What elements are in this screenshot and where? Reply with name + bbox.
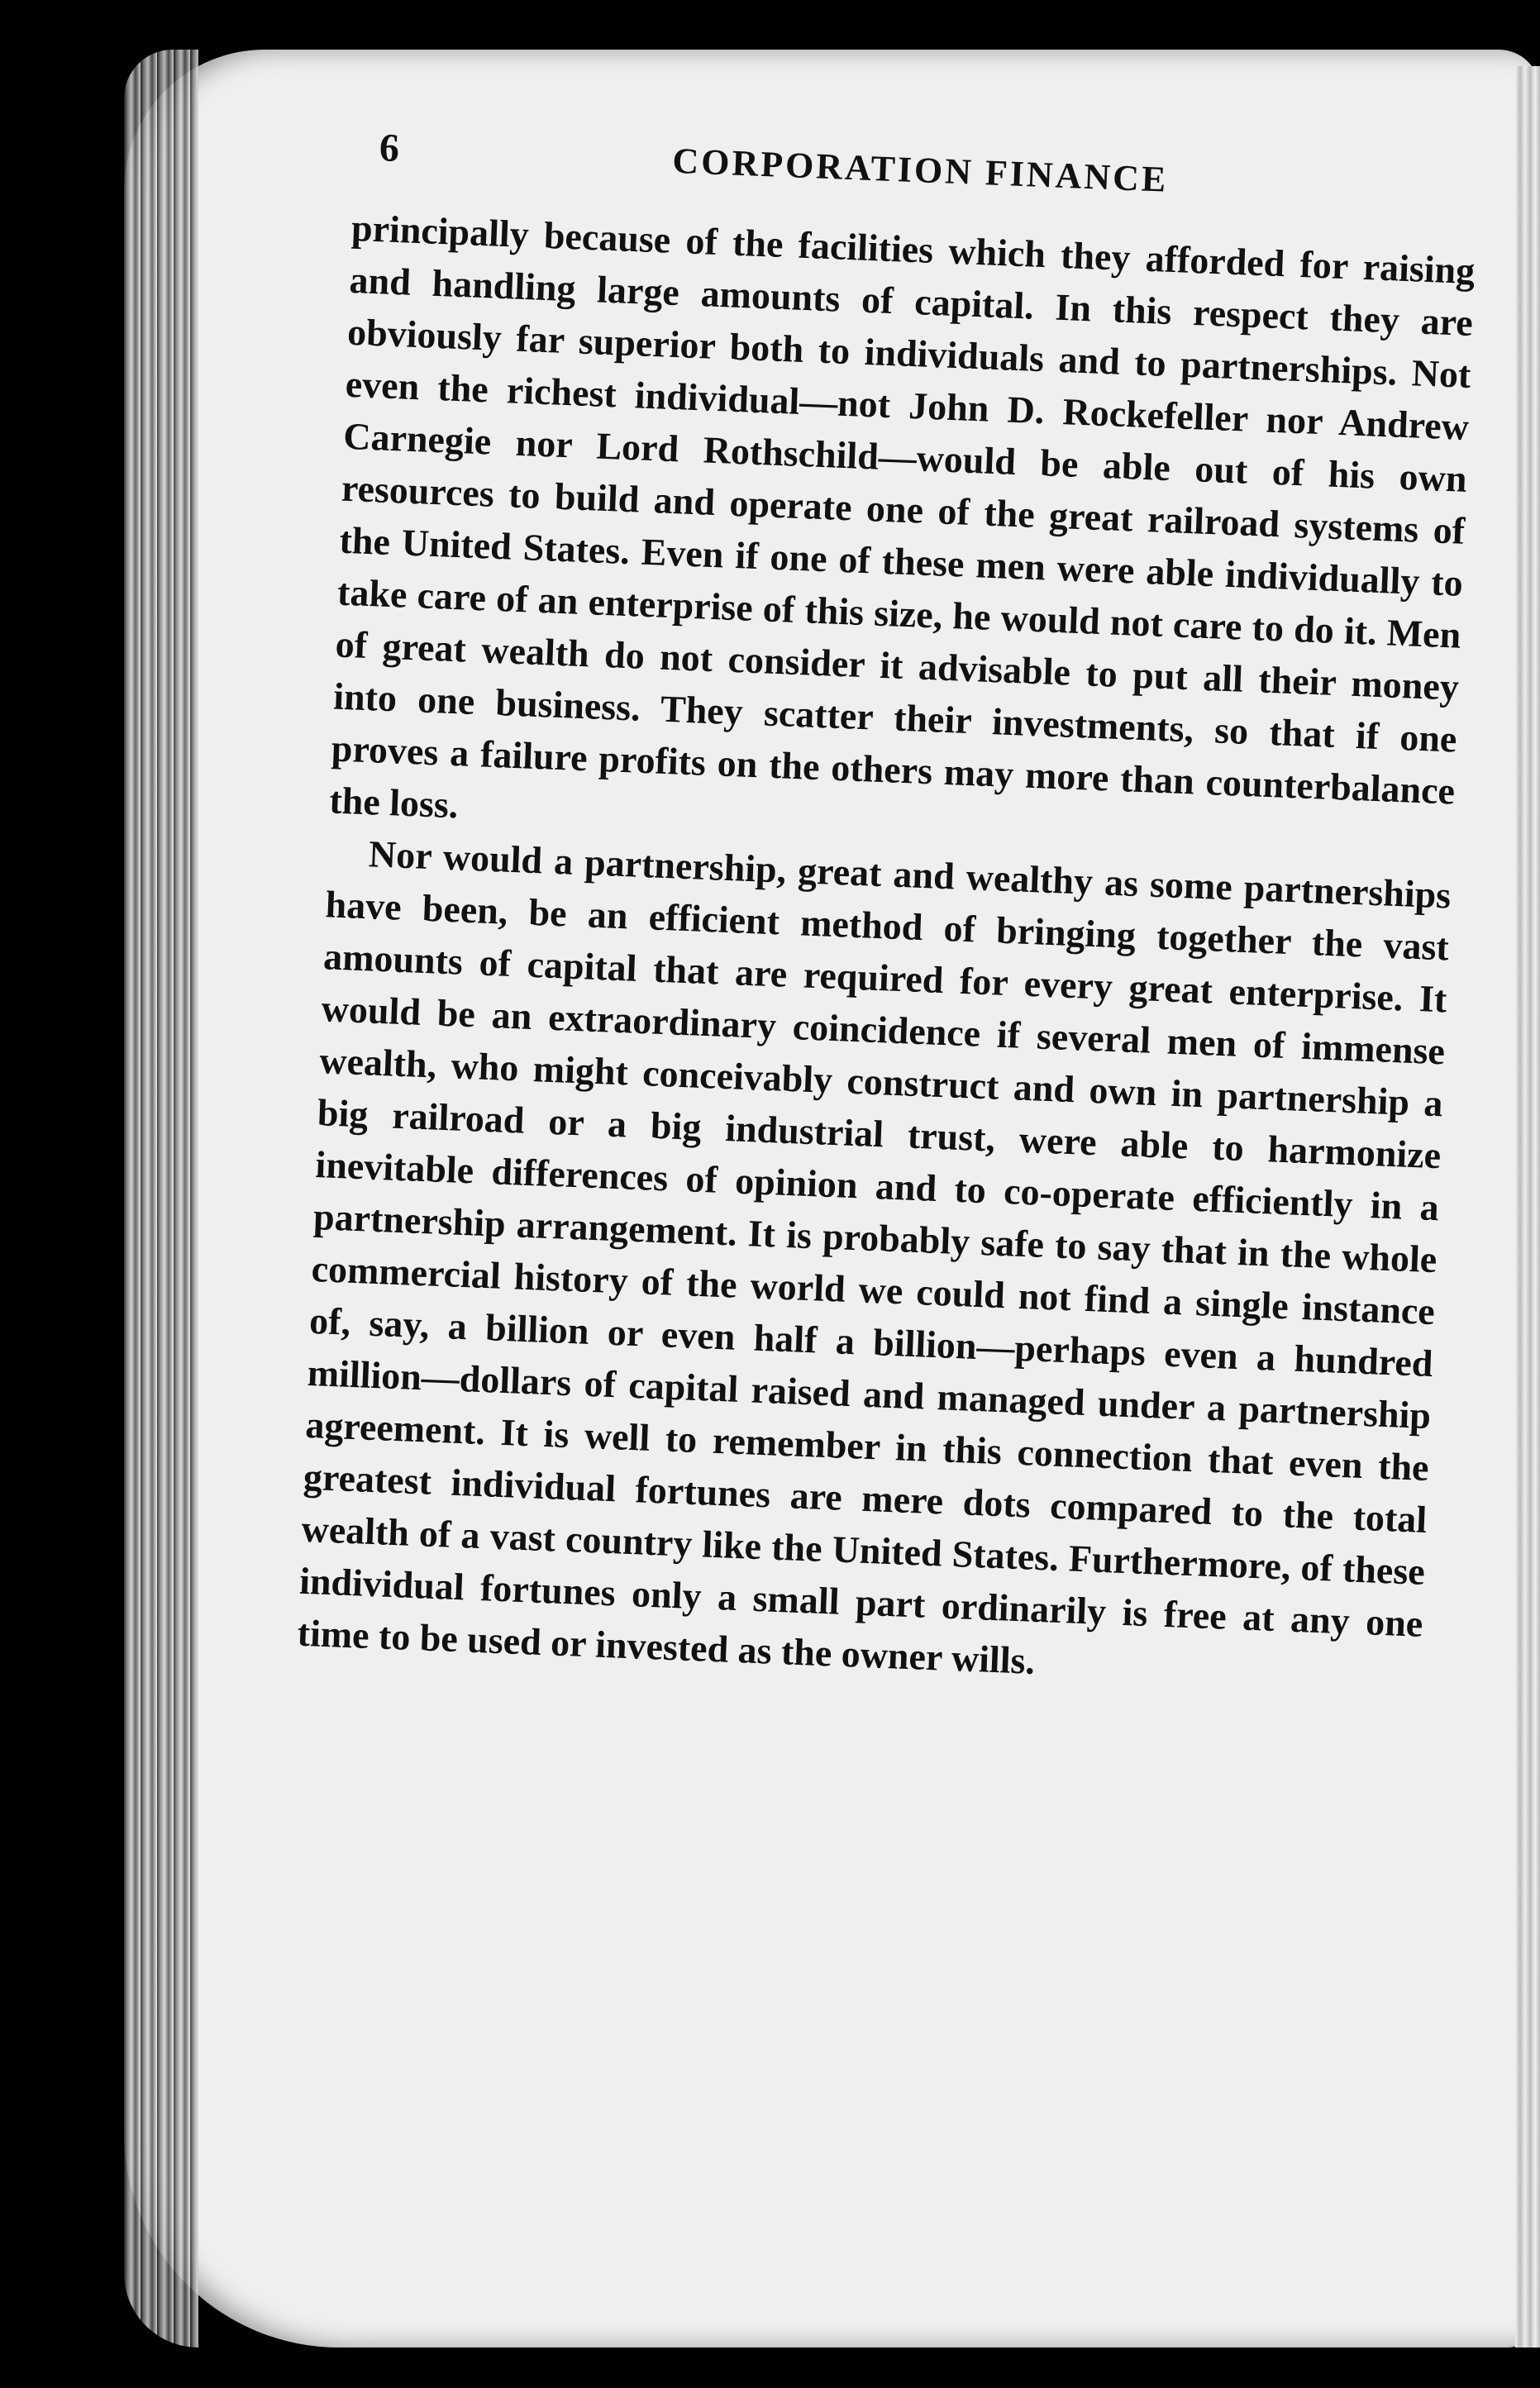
page-number: 6 <box>378 126 400 171</box>
running-title: CORPORATION FINANCE <box>671 140 1170 200</box>
paragraph-1: principally because of the facilities which they afforded for raising and handling large amounts of capital. In this respect they are obviously far superior both to individuals and to partnerships. Not even the richest individual—not John D. Rockefeller nor Andrew Carnegie nor Lord Rothschild—would be able out of his own resources to build and operate one of the great railroad systems of the United States. Even if one of these men were able individually to take care of an enterprise of this size, he would not care to do it. Men of great wealth do not consider it advisable to put all their money into one business. They scatter their investments, so that if one proves a failure profits on the others may more than counterbalance the loss. <box>328 206 1476 827</box>
page-edge <box>1515 66 1540 2347</box>
body-text <box>297 202 1476 1702</box>
page-content <box>297 124 1479 1702</box>
book-spine-edge <box>124 50 198 2347</box>
paragraph-2: Nor would a partnership, great and wealthy as some partnerships have been, be an efficient method of bringing together the vast amounts of capital that are required for every great enterprise. It would be an extraordinary coincidence if several men of immense wealth, who might conceivably construct and own in partnership a big railroad or a big industrial trust, were able to harmonize inevitable differences of opinion and to co-operate efficiently in a partnership arrangement. It is probably safe to say that in the whole commercial history of the world we could not find a single instance of, say, a billion or even half a billion—perhaps even a hundred million—dollars of capital raised and managed under a partnership agreement. It is well to remember in this connection that even the greatest individual fortunes are mere dots compared to the total wealth of a vast country like the United States. Furthermore, of these individual fortunes only a small part ordinarily is free at any one time to be used or invested as the owner wills. <box>296 832 1452 1682</box>
